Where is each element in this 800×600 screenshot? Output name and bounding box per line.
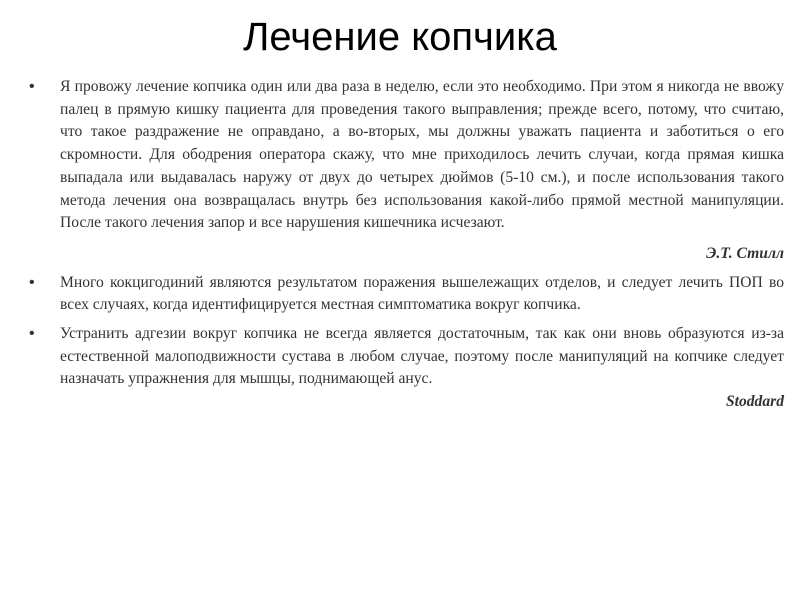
slide-content bbox=[29, 76, 784, 414]
bullet-dot: • bbox=[29, 325, 35, 343]
bullet-item-1 bbox=[29, 76, 784, 235]
attribution-still: Э.Т. Стилл bbox=[706, 244, 784, 262]
bullet-item-2 bbox=[29, 272, 784, 317]
bullet-dot: • bbox=[29, 78, 35, 95]
bullet-text-3: Устранить адгезии вокруг копчика не всегда является достаточным, так как они вновь образуются из-за естественной малоподвижности сустава в любом случае, поэтому после манипуляций на копчике следует назначать упражнения для мышцы, поднимающей анус. bbox=[60, 325, 784, 388]
bullet-text-2: Много кокцигодиний являются результатом поражения вышележащих отделов, и следует лечить ПОП во всех случаях, когда идентифицируется местная симптоматика вокруг копчика. bbox=[60, 273, 784, 314]
attribution-stoddard: Stoddard bbox=[725, 393, 784, 411]
bullet-text-1: Я провожу лечение копчика один или два раза в неделю, если это необходимо. При этом я никогда не ввожу палец в прямую кишку пациента для проведения такого выправления; прежде всего, потому, что считаю, что такое раздражение не оправдано, а во-вторых, мы должны уважать пациента и заботиться о его скромности. Для ободрения оператора скажу, что мне приходилось лечить случаи, когда прямая кишка выпадала или выдавалась наружу от двух до четырех дюймов (5-10 см.), и после использования такого метода лечения она возвращалась внутрь без использования какой-либо прямой местной манипуляции. После такого лечения запор и все нарушения кишечника исчезают. bbox=[60, 78, 784, 232]
bullet-dot: • bbox=[29, 273, 35, 291]
slide-title: Лечение копчика bbox=[243, 15, 557, 59]
bullet-item-3 bbox=[29, 323, 784, 391]
